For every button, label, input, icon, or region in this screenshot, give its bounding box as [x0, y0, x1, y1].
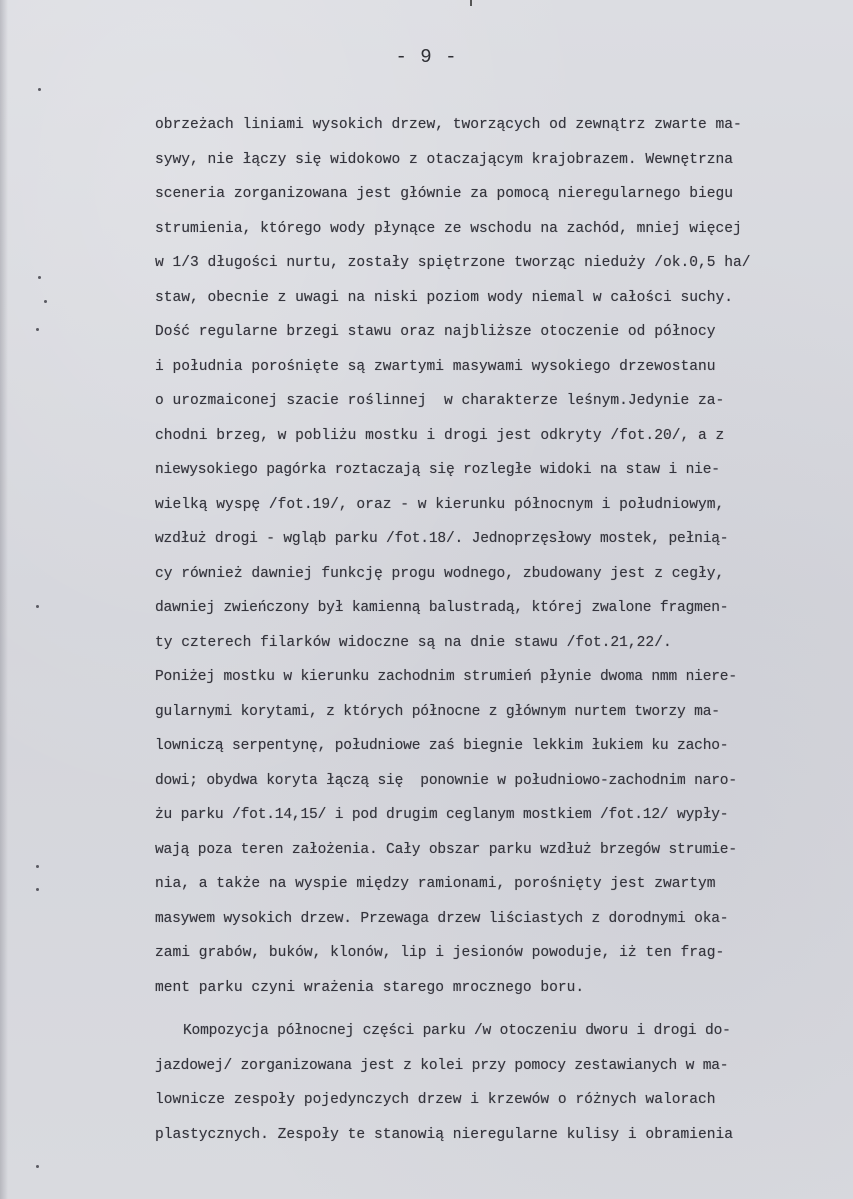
text-line: wają poza teren założenia. Cały obszar parku wzdłuż brzegów strumie-: [155, 841, 737, 858]
text-line: gularnymi korytami, z których północne z głównym nurtem tworzy ma-: [155, 703, 720, 720]
margin-mark: [36, 865, 39, 868]
paper-edge-shadow: [0, 0, 8, 1199]
margin-mark: [44, 300, 47, 303]
text-line: cy również dawniej funkcję progu wodnego, zbudowany jest z cegły,: [155, 565, 725, 582]
text-line: Poniżej mostku w kierunku zachodnim strumień płynie dwoma nmm niere-: [155, 669, 737, 685]
paragraph: [155, 1014, 847, 1152]
text-line: lowniczą serpentynę, południowe zaś biegnie lekkim łukiem ku zacho-: [155, 738, 729, 754]
text-line: jazdowej/ zorganizowana jest z kolei przy pomocy zestawianych w ma-: [155, 1057, 729, 1074]
text-line: o urozmaiconej szacie roślinnej w charakterze leśnym.Jedynie za-: [155, 393, 725, 409]
page-number: - 9 -: [395, 46, 458, 68]
text-line: ty czterech filarków widoczne są na dnie stawu /fot.21,22/.: [155, 634, 672, 651]
text-line: niewysokiego pagórka roztaczają się rozległe widoki na staw i nie-: [155, 462, 720, 478]
text-line: chodni brzeg, w pobliżu mostku i drogi jest odkryty /fot.20/, a z: [155, 427, 725, 444]
text-line: lownicze zespoły pojedynczych drzew i krzewów o różnych walorach: [155, 1092, 716, 1108]
paragraph-spacer: [155, 1005, 847, 1014]
text-line: sywy, nie łączy się widokowo z otaczającym krajobrazem. Wewnętrzna: [155, 151, 734, 168]
text-line: staw, obecnie z uwagi na niski poziom wody niemal w całości suchy.: [155, 289, 734, 306]
text-line: nia, a także na wyspie między ramionami, porośnięty jest zwartym: [155, 876, 716, 892]
text-line: obrzeżach liniami wysokich drzew, tworzących od zewnątrz zwarte ma-: [155, 117, 742, 133]
text-line: i południa porośnięte są zwartymi masywami wysokiego drzewostanu: [155, 358, 716, 375]
text-line: dowi; obydwa koryta łączą się ponownie w południowo-zachodnim naro-: [155, 772, 737, 789]
margin-mark: [38, 88, 41, 91]
text-line: ment parku czyni wrażenia starego mrocznego boru.: [155, 979, 585, 996]
margin-mark: [36, 328, 39, 331]
text-line: dawniej zwieńczony był kamienną balustradą, której zwalone fragmen-: [155, 600, 729, 616]
text-line: w 1/3 długości nurtu, zostały spiętrzone tworząc nieduży /ok.0,5 ha/: [155, 255, 751, 271]
margin-mark: [38, 276, 41, 279]
text-line: wielką wyspę /fot.19/, oraz - w kierunku północnym i południowym,: [155, 496, 725, 513]
margin-mark: [36, 605, 39, 608]
paragraph: [155, 108, 847, 1005]
text-line: wzdłuż drogi - wgląb parku /fot.18/. Jednoprzęsłowy mostek, pełnią-: [155, 531, 729, 547]
text-line: Kompozycja północnej części parku /w otoczeniu dworu i drogi do-: [183, 1023, 731, 1039]
typed-text-body: [155, 108, 847, 1152]
text-line: plastycznych. Zespoły te stanowią nieregularne kulisy i obramienia: [155, 1126, 734, 1143]
text-line: żu parku /fot.14,15/ i pod drugim ceglanym mostkiem /fot.12/ wypły-: [155, 807, 729, 823]
text-line: masywem wysokich drzew. Przewaga drzew liściastych z dorodnymi oka-: [155, 910, 729, 927]
text-line: strumienia, którego wody płynące ze wschodu na zachód, mniej więcej: [155, 220, 742, 237]
top-edge-mark: [470, 0, 472, 6]
text-line: sceneria zorganizowana jest głównie za pomocą nieregularnego biegu: [155, 186, 734, 202]
text-line: zami grabów, buków, klonów, lip i jesionów powoduje, iż ten frag-: [155, 945, 725, 961]
text-line: Dość regularne brzegi stawu oraz najbliższe otoczenie od północy: [155, 324, 716, 340]
margin-mark: [36, 1165, 39, 1168]
margin-mark: [36, 888, 39, 891]
